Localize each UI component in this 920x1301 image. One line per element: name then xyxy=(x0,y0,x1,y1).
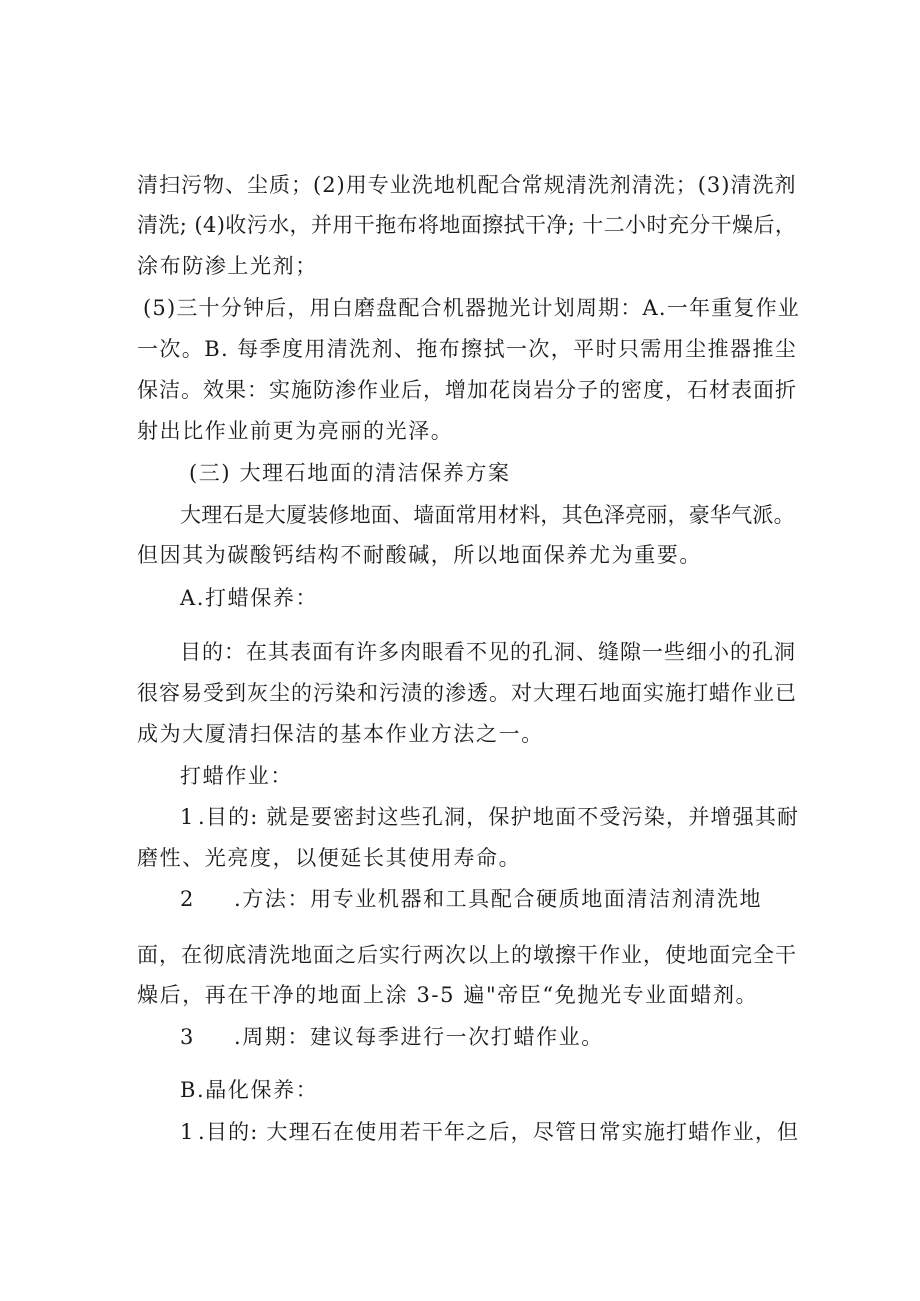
item-2-line-2: 面，在彻底清洗地面之后实行两次以上的墩擦干作业，使地面完全干 xyxy=(137,943,797,967)
paragraph-2-line-3: 保洁。效果：实施防渗作业后，增加花岗岩分子的密度，石材表面折 xyxy=(137,378,797,402)
paragraph-4-line-2: 很容易受到灰尘的污染和污渍的渗透。对大理石地面实施打蜡作业已 xyxy=(137,681,797,705)
paragraph-1-line-1: 清扫污物、尘质；(2)用专业洗地机配合常规清洗剂清洗；(3)清洗剂 xyxy=(137,173,797,197)
paragraph-2-line-1: (5)三十分钟后，用白磨盘配合机器抛光计划周期：A.一年重复作业 xyxy=(143,296,800,320)
paragraph-2-line-4: 射出比作业前更为亮丽的光泽。 xyxy=(137,419,454,443)
paragraph-3-line-1: 大理石是大厦装修地面、墙面常用材料，其色泽亮丽，豪华气派。 xyxy=(180,503,795,527)
item-1-line-2: 磨性、光亮度，以便延长其使用寿命。 xyxy=(137,846,522,870)
subheading-a: A.打蜡保养： xyxy=(180,586,319,610)
item-2-line-3: 燥后，再在干净的地面上涂 3-5 遍"帝臣“免抛光专业面蜡剂。 xyxy=(137,983,759,1007)
item-b1-line-1: .目的: 大理石在使用若干年之后，尽管日常实施打蜡作业，但 xyxy=(198,1120,800,1144)
paragraph-1-line-3: 涂布防渗上光剂； xyxy=(137,254,318,278)
subheading-waxing: 打蜡作业： xyxy=(180,764,293,788)
paragraph-1-line-2: 清洗; (4)收污水，并用干拖布将地面擦拭干净; 十二小时充分干燥后， xyxy=(137,213,797,237)
item-1-number: 1 xyxy=(180,805,195,829)
paragraph-4-line-1: 目的：在其表面有许多肉眼看不见的孔洞、缝隙一些细小的孔洞 xyxy=(180,640,796,664)
subheading-b: B.晶化保养： xyxy=(180,1078,319,1102)
item-2-line-1: .方法：用专业机器和工具配合硬质地面清洁剂清洗地 xyxy=(234,887,763,911)
item-1-line-1: .目的: 就是要密封这些孔洞，保护地面不受污染，并增强其耐 xyxy=(198,805,800,829)
section-heading: (三) 大理石地面的清洁保养方案 xyxy=(189,461,511,485)
item-2-number: 2 xyxy=(180,887,195,911)
item-b1-number: 1 xyxy=(180,1120,195,1144)
item-3-line-1: .周期：建议每季进行一次打蜡作业。 xyxy=(234,1025,604,1049)
paragraph-3-line-2: 但因其为碳酸钙结构不耐酸碱，所以地面保养尤为重要。 xyxy=(137,543,702,567)
paragraph-2-line-2: 一次。B. 每季度用清洗剂、拖布擦拭一次，平时只需用尘推器推尘 xyxy=(137,337,798,361)
item-3-number: 3 xyxy=(180,1025,195,1049)
paragraph-4-line-3: 成为大厦清扫保洁的基本作业方法之一。 xyxy=(137,722,544,746)
